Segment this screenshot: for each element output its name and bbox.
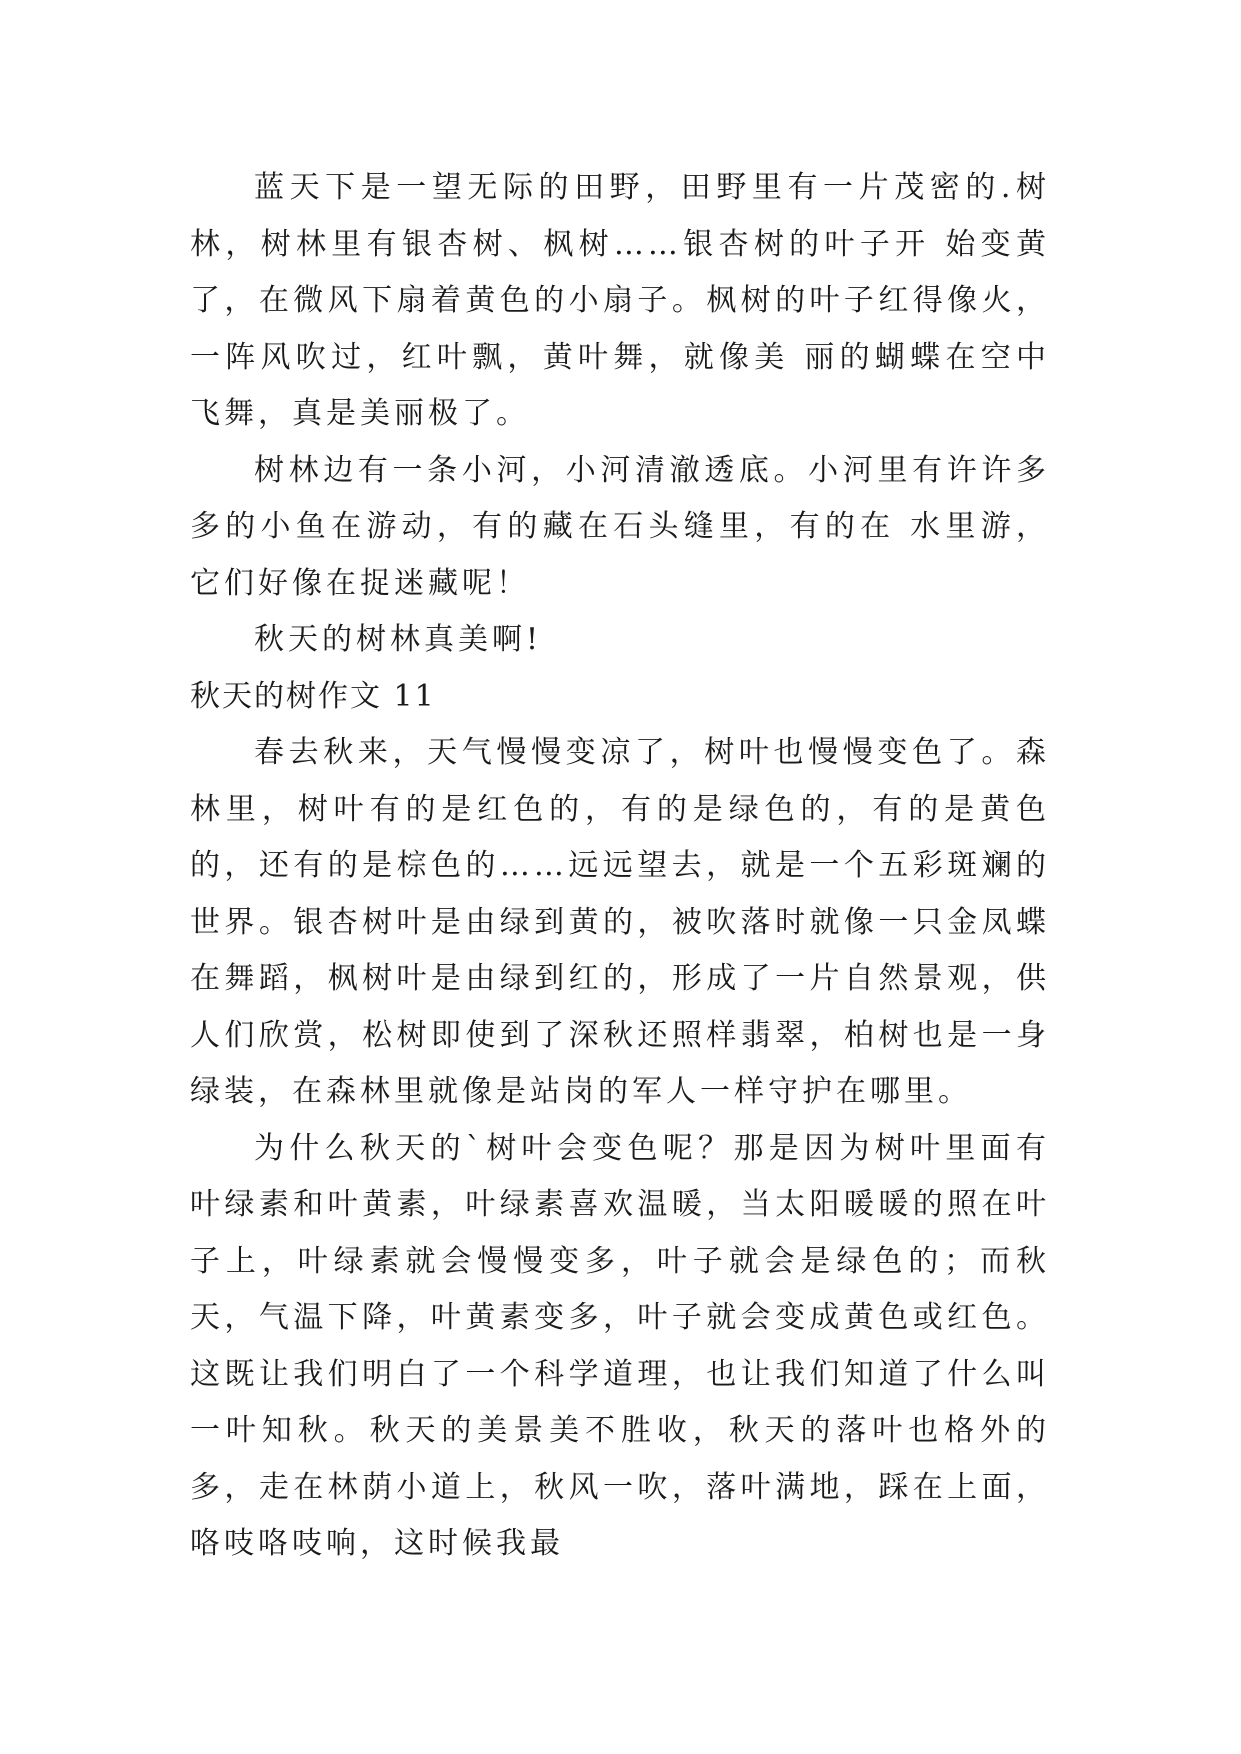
paragraph-river: 树林边有一条小河，小河清澈透底。小河里有许许多多的小鱼在游动，有的藏在石头缝里，有的在 水里游，它们好像在捉迷藏呢！ — [190, 452, 1050, 601]
paragraph-why-leaves-change: 为什么秋天的`树叶会变色呢？那是因为树叶里面有叶绿素和叶黄素，叶绿素喜欢温暖，当太阳暖暖的照在叶子上，叶绿素就会慢慢变多，叶子就会是绿色的；而秋天，气温下降，叶黄素变多，叶子就会变成黄色或红色。这既让我们明白了一个科学道理，也让我们知道了什么叫一叶知秋。秋天的美景美不胜收，秋天的落叶也格外的多，走在林荫小道上，秋风一吹，落叶满地，踩在上面，咯吱咯吱响，这时候我最 — [190, 1130, 1050, 1561]
paragraph-forest-scene: 蓝天下是一望无际的田野，田野里有一片茂密的.树林，树林里有银杏树、枫树……银杏树的叶子开 始变黄了，在微风下扇着黄色的小扇子。枫树的叶子红得像火，一阵风吹过，红叶飘，黄叶舞，就像美 丽的蝴蝶在空中飞舞，真是美丽极了。 — [190, 170, 1050, 431]
essay-heading: 秋天的树作文 11 — [190, 678, 436, 714]
paragraph-closing: 秋天的树林真美啊! — [254, 622, 543, 657]
paragraph-autumn-colors: 春去秋来，天气慢慢变凉了，树叶也慢慢变色了。森林里，树叶有的是红色的，有的是绿色的，有的是黄色的，还有的是棕色的……远远望去，就是一个五彩斑斓的世界。银杏树叶是由绿到黄的，被吹落时就像一只金凤蝶在舞蹈，枫树叶是由绿到红的，形成了一片自然景观，供人们欣赏，松树即使到了深秋还照样翡翠，柏树也是一身绿装，在森林里就像是站岗的军人一样守护在哪里。 — [190, 735, 1050, 1109]
document-body — [190, 160, 1050, 1573]
